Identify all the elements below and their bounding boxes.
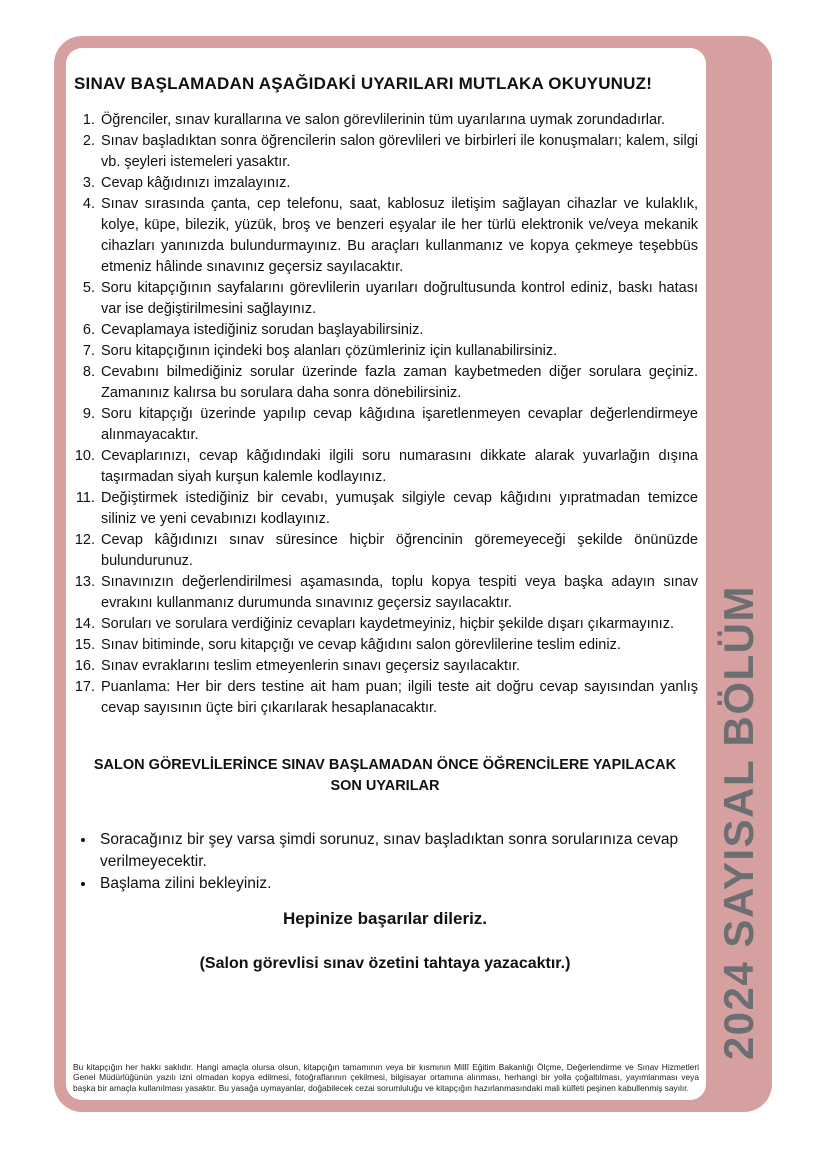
content-area	[66, 48, 706, 1100]
instruction-item: 3. Cevap kâğıdınızı imzalayınız.	[99, 173, 698, 194]
instruction-item: 17. Puanlama: Her bir ders testine ait ham puan; ilgili teste ait doğru cevap sayısından yanlış cevap sayısının üçte biri çıkarılarak hesaplanacaktır.	[99, 677, 698, 719]
instruction-item: 7. Soru kitapçığının içindeki boş alanları çözümleriniz için kullanabilirsiniz.	[99, 341, 698, 362]
instruction-item: 9. Soru kitapçığı üzerinde yapılıp cevap kâğıdına işaretlenmeyen cevaplar değerlendirmeye alınmayacaktır.	[99, 404, 698, 446]
instruction-item: 15. Sınav bitiminde, soru kitapçığı ve cevap kâğıdını salon görevlilerine teslim ediniz.	[99, 635, 698, 656]
final-warning-item: • Soracağınız bir şey varsa şimdi sorunuz, sınav başladıktan sonra sorularınıza cevap verilmeyecektir.	[96, 829, 698, 873]
instruction-item: 5. Soru kitapçığının sayfalarını görevlilerin uyarıları doğrultusunda kontrol ediniz, baskı hatası var ise değiştirilmesini sağlayınız.	[99, 278, 698, 320]
instruction-item: 16. Sınav evraklarını teslim etmeyenlerin sınavı geçersiz sayılacaktır.	[99, 656, 698, 677]
instruction-item: 1. Öğrenciler, sınav kurallarına ve salon görevlilerinin tüm uyarılarına uymak zorundadırlar.	[99, 110, 698, 131]
instruction-item: 6. Cevaplamaya istediğiniz sorudan başlayabilirsiniz.	[99, 320, 698, 341]
instruction-item: 2. Sınav başladıktan sonra öğrencilerin salon görevlileri ve birbirleri ile konuşmaları; kalem, silgi vb. şeyleri istemeleri yasaktır.	[99, 131, 698, 173]
instruction-item: 10. Cevaplarınızı, cevap kâğıdındaki ilgili soru numarasını dikkate alarak yuvarlağın dışına taşırmadan siyah kurşun kalemle kodlayınız.	[99, 446, 698, 488]
instruction-item: 13. Sınavınızın değerlendirilmesi aşamasında, toplu kopya tespiti veya başka adayın sınav evrakını kullanmanız durumunda sınavınız geçersiz sayılacaktır.	[99, 572, 698, 614]
final-warnings-list	[72, 829, 698, 895]
instruction-item: 12. Cevap kâğıdınızı sınav süresince hiçbir öğrencinin göremeyeceği şekilde önünüzde bulundurunuz.	[99, 530, 698, 572]
exam-instructions-list	[72, 110, 698, 719]
board-note: (Salon görevlisi sınav özetini tahtaya yazacaktır.)	[199, 955, 571, 972]
page-title: SINAV BAŞLAMADAN AŞAĞIDAKİ UYARILARI MUTLAKA OKUYUNUZ!	[74, 74, 653, 93]
instruction-item: 14. Soruları ve sorulara verdiğiniz cevapları kaydetmeyiniz, hiçbir şekilde dışarı çıkarmayınız.	[99, 614, 698, 635]
instruction-item: 4. Sınav sırasında çanta, cep telefonu, saat, kablosuz iletişim sağlayan cihazlar ve kulaklık, kolye, küpe, bilezik, yüzük, broş ve benzeri eşyalar ile her türlü elektronik ve/veya mekanik cihazları yanınızda bulundurmayınız. Bu araçları kullanmanız ve kopya çekmeye teşebbüs etmeniz hâlinde sınavınız geçersiz sayılacaktır.	[99, 194, 698, 278]
instruction-item: 11. Değiştirmek istediğiniz bir cevabı, yumuşak silgiyle cevap kâğıdını yıpratmadan temizce siliniz ve yeni cevabınızı kodlayınız.	[99, 488, 698, 530]
side-band-label: 2024 SAYISAL BÖLÜM	[715, 584, 762, 1060]
page-border-frame	[54, 36, 772, 1112]
final-warning-item: • Başlama zilini bekleyiniz.	[96, 873, 698, 895]
content-panel	[66, 48, 706, 1100]
proctor-warnings-heading: SALON GÖREVLİLERİNCE SINAV BAŞLAMADAN ÖNCE ÖĞRENCİLERE YAPILACAK SON UYARILAR	[93, 757, 677, 794]
good-luck-message: Hepinize başarılar dileriz.	[282, 909, 488, 928]
instruction-item: 8. Cevabını bilmediğiniz sorular üzerinde fazla zaman kaybetmeden diğer sorulara geçiniz. Zamanınız kalırsa bu sorulara daha sonra dönebilirsiniz.	[99, 362, 698, 404]
copyright-notice: Bu kitapçığın her hakkı saklıdır. Hangi amaçla olursa olsun, kitapçığın tamamının veya bir kısmının Millî Eğitim Bakanlığı Ölçme, Değerlendirme ve Sınav Hizmetleri Genel Müdürlüğünün yazılı izni olmadan kopya edilmesi, fotoğraflarının çekilmesi, bilgisayar ortamına alınması, herhangi bir yolla çoğaltılması, yayımlanması veya başka bir amaçla kullanılması yasaktır. Bu yasağa uymayanlar, doğabilecek cezai sorumluluğu ve kitapçığın hazırlanmasındaki mali külfeti peşinen kabullenmiş sayılır.	[73, 1061, 699, 1093]
